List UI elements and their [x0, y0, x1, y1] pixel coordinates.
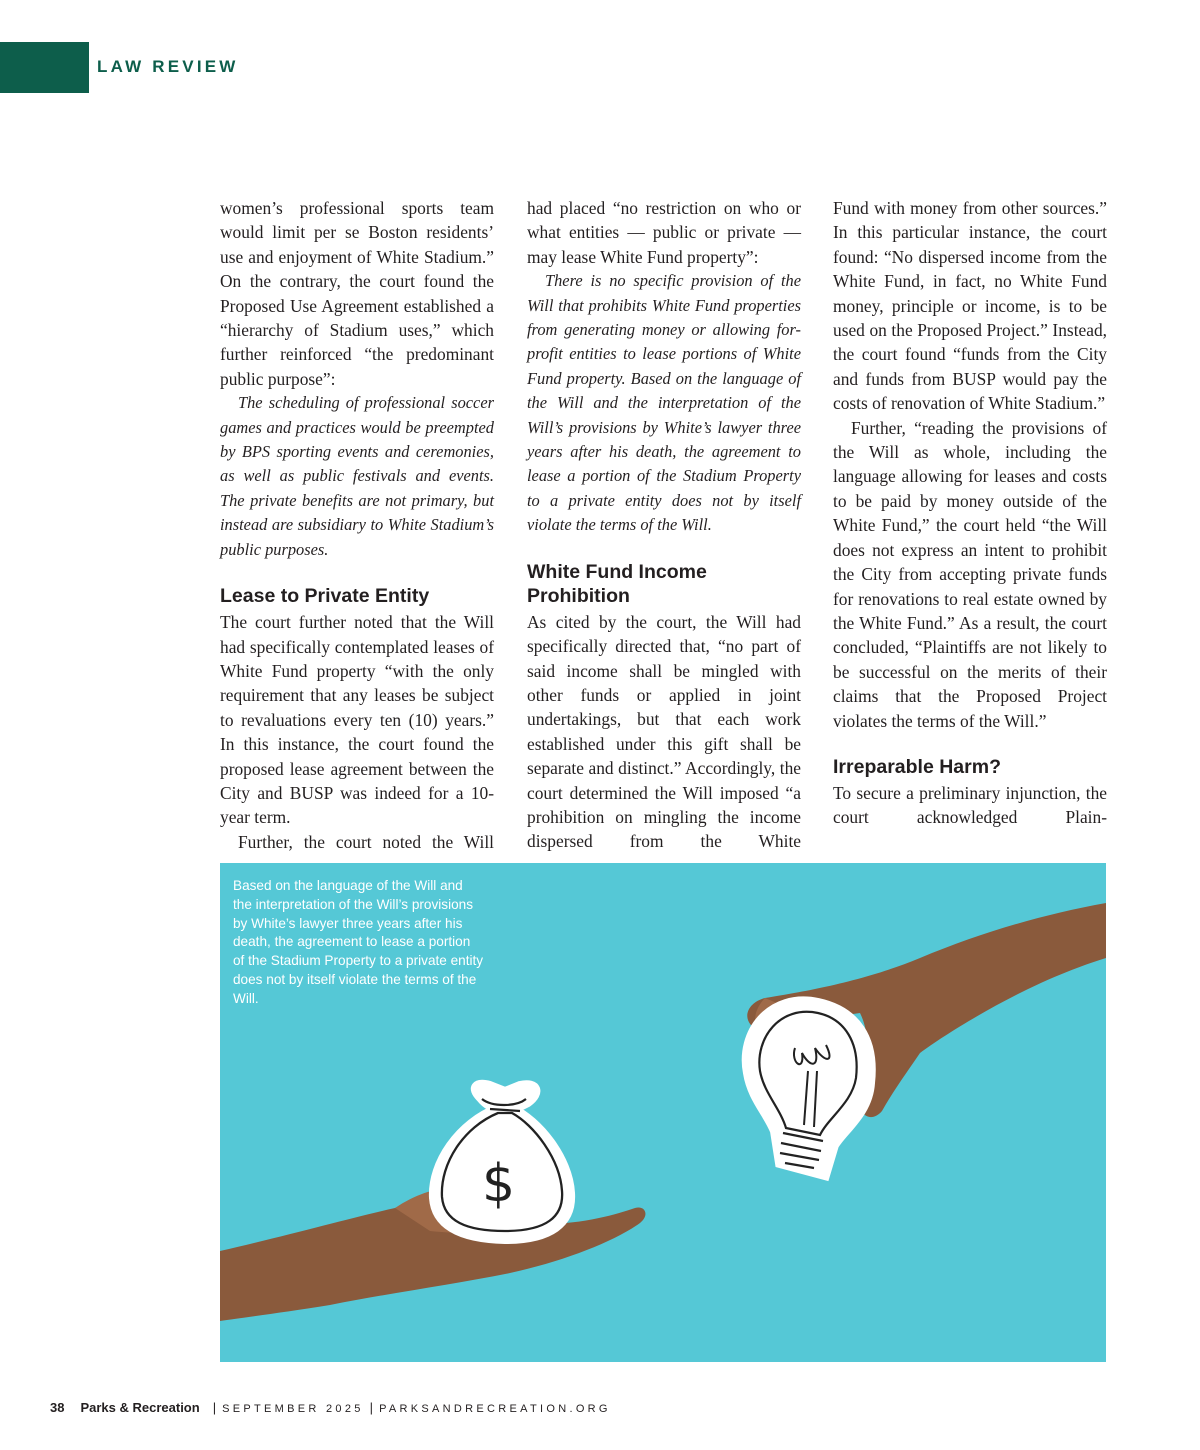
page-footer — [50, 1400, 611, 1420]
issue-date: SEPTEMBER 2025 — [222, 1403, 364, 1415]
column-1 — [220, 196, 494, 854]
footer-separator-1: | — [212, 1400, 217, 1415]
magazine-name: Parks & Recreation — [80, 1400, 200, 1415]
col1-paragraph-3: Further, the court noted the Will — [238, 831, 494, 852]
money-bag-icon — [434, 1084, 570, 1239]
footer-separator-2: | — [369, 1400, 374, 1415]
money-bag-dollar-sign: $ — [482, 1154, 516, 1214]
page-number: 38 — [50, 1400, 65, 1415]
col2-quote: There is no specific provision of the Will that prohibits White Fund properties from generating money or allowing for-profit entities to lease portions of White Fund property. Based on the language of the Will and the interpretation of the Will’s provisions by White’s lawyer three years after his death, the agreement to lease a portion of the Stadium Property to a private entity does not by itself violate the terms of the Will. — [527, 271, 801, 535]
section-tab — [0, 42, 89, 93]
column-2 — [527, 196, 801, 854]
heading-white-fund-income-prohibition: White Fund Income Prohibition — [527, 560, 707, 607]
col2-paragraph-2: As cited by the court, the Will had specifically directed that, “no part of said income shall be mingled with other funds or applied in joint undertakings, but that each work established under this gift shall be separate and distinct.” Accordingly, the court determined the Will imposed “a prohibition on mingling the income dispersed from the White — [527, 611, 801, 852]
lightbulb-icon — [747, 1001, 871, 1175]
col3-paragraph-1: Fund with money from other sources.” In this particular instance, the court found: “No dispersed income from the White Fund, in fact, no White Fund money, principle or income, is to be used on the Proposed Project.” Instead, the court found “funds from the City and funds from BUSP would pay the costs of renovation of White Stadium.” — [833, 198, 1107, 414]
photo-caption: Based on the language of the Will and the interpretation of the Will’s provisions by White’s lawyer three years after his death, the agreement to lease a portion of the Stadium Property to a private entity does not by itself violate the terms of the Will. — [233, 878, 484, 1006]
col3-paragraph-2: Further, “reading the provisions of the Will as whole, including the language allowing for leases and costs to be paid by money outside of the White Fund,” the court held “the Will does not express an intent to prohibit the City from accepting private funds for renovations to real estate owned by the White Fund.” As a result, the court concluded, “Plaintiffs are not likely to be successful on the merits of their claims that the Proposed Project violates the terms of the Will.” — [833, 417, 1107, 731]
col2-paragraph-1: had placed “no restriction on who or what entities — public or private — may lease White Fund property”: — [527, 198, 801, 267]
heading-irreparable-harm: Irreparable Harm? — [833, 755, 1001, 778]
column-3 — [833, 196, 1107, 830]
hands-exchange-photo — [220, 863, 1106, 1362]
heading-lease-to-private-entity: Lease to Private Entity — [220, 585, 430, 608]
col1-paragraph-1: women’s professional sports team would limit per se Boston residents’ use and enjoyment of White Stadium.” On the contrary, the court found the Proposed Use Agreement established a “hierarchy of Stadium uses,” which further reinforced “the predominant public purpose”: — [220, 198, 494, 389]
website-link[interactable]: PARKSANDRECREATION.ORG — [379, 1403, 611, 1415]
col3-paragraph-3: To secure a preliminary injunction, the court acknowledged Plain- — [833, 782, 1107, 828]
col1-quote: The scheduling of professional soccer games and practices would be preempted by BPS sporting events and ceremonies, as well as public festivals and events. The private benefits are not primary, but instead are subsidiary to White Stadium’s public purposes. — [220, 393, 494, 559]
section-label: LAW REVIEW — [97, 57, 239, 76]
col1-paragraph-2: The court further noted that the Will had specifically contemplated leases of White Fund property “with the only requirement that any leases be subject to revaluations every ten (10) years.” In this instance, the court found the proposed lease agreement between the City and BUSP was indeed for a 10-year term. — [220, 612, 494, 828]
